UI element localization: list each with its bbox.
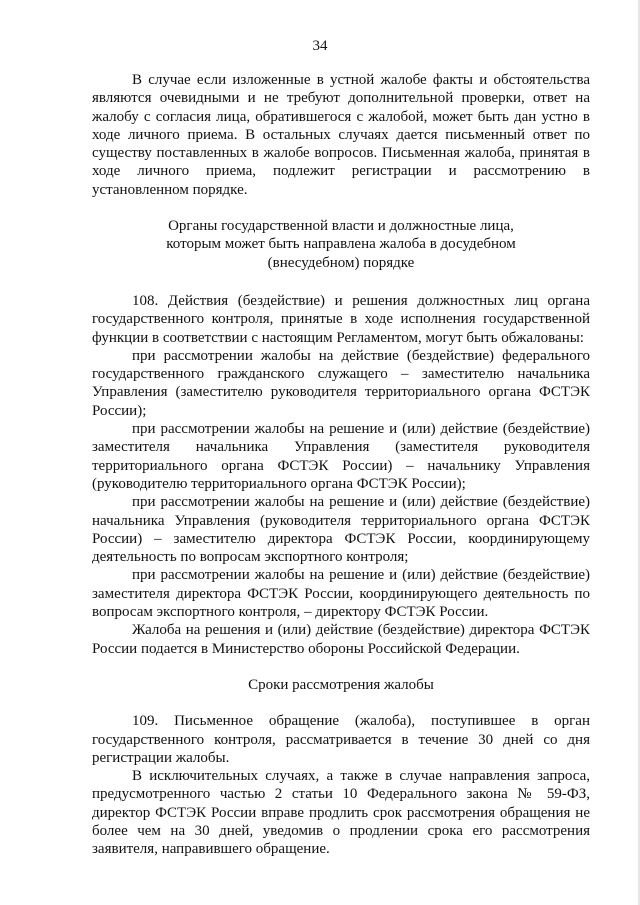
paragraph-108-ministry: Жалоба на решения и (или) действие (бездействие) директора ФСТЭК России подается в Министерство обороны Российской Федерации. (92, 622, 590, 657)
document-body (92, 71, 590, 859)
paragraph-108-item-1: при рассмотрении жалобы на действие (бездействие) федерального государственного гражданского служащего – заместителю начальника Управления (заместителю руководителя территориального органа ФСТЭК России); (92, 347, 590, 419)
paragraph-109-extension: В исключительных случаях, а также в случае направления запроса, предусмотренного частью 2 статьи 10 Федерального закона № 59-ФЗ, директор ФСТЭК России вправе продлить срок рассмотрения обращения не более чем на 30 дней, уведомив о продлении срока его рассмотрения заявителя, направившего обращение. (92, 768, 590, 858)
paragraph-108-item-4: при рассмотрении жалобы на решение и (или) действие (бездействие) заместителя директора ФСТЭК России, координирующего деятельность по вопросам экспортного контроля, – директору ФСТЭК России. (92, 567, 590, 621)
section-109 (92, 712, 590, 858)
heading-authorities-line-2: которым может быть направлена жалоба в досудебном (166, 236, 516, 253)
paragraph-108-item-3: при рассмотрении жалобы на решение и (или) действие (бездействие) начальника Управления (руководителя территориального органа ФСТЭК России) – заместителю директора ФСТЭК России, координирующему деятельность по вопросам экспортного контроля; (92, 494, 590, 566)
heading-authorities (92, 217, 590, 272)
heading-authorities-line-3: (внесудебном) порядке (267, 254, 415, 271)
paragraph-109-main: 109. Письменное обращение (жалоба), поступившее в орган государственного контроля, рассматривается в течение 30 дней со дня регистрации жалобы. (92, 713, 590, 766)
paragraph-108-intro: 108. Действия (бездействие) и решения должностных лиц органа государственного контроля, принятые в ходе исполнения государственной функции в соответствии с настоящим Регламентом, могут быть обжалованы: (92, 292, 590, 346)
heading-authorities-line-1: Органы государственной власти и должностные лица, (168, 218, 514, 235)
heading-review-terms: Сроки рассмотрения жалобы (248, 676, 434, 693)
page-number: 34 (312, 38, 328, 54)
paragraph-oral-complaint: В случае если изложенные в устной жалобе факты и обстоятельства являются очевидными и не требуют дополнительной проверки, ответ на жалобу с согласия лица, обратившегося с жалобой, может быть дан устно в ходе личного приема. В остальных случаях дается письменный ответ по существу поставленных в жалобе вопросов. Письменная жалоба, принятая в ходе личного приема, подлежит регистрации и рассмотрению в установленном порядке. (92, 72, 590, 198)
section-108 (92, 292, 590, 658)
paragraph-108-item-2: при рассмотрении жалобы на решение и (или) действие (бездействие) заместителя начальника Управления (заместителя руководителя территориального органа ФСТЭК России) – начальнику Управления (руководителю территориального органа ФСТЭК России); (92, 421, 590, 492)
